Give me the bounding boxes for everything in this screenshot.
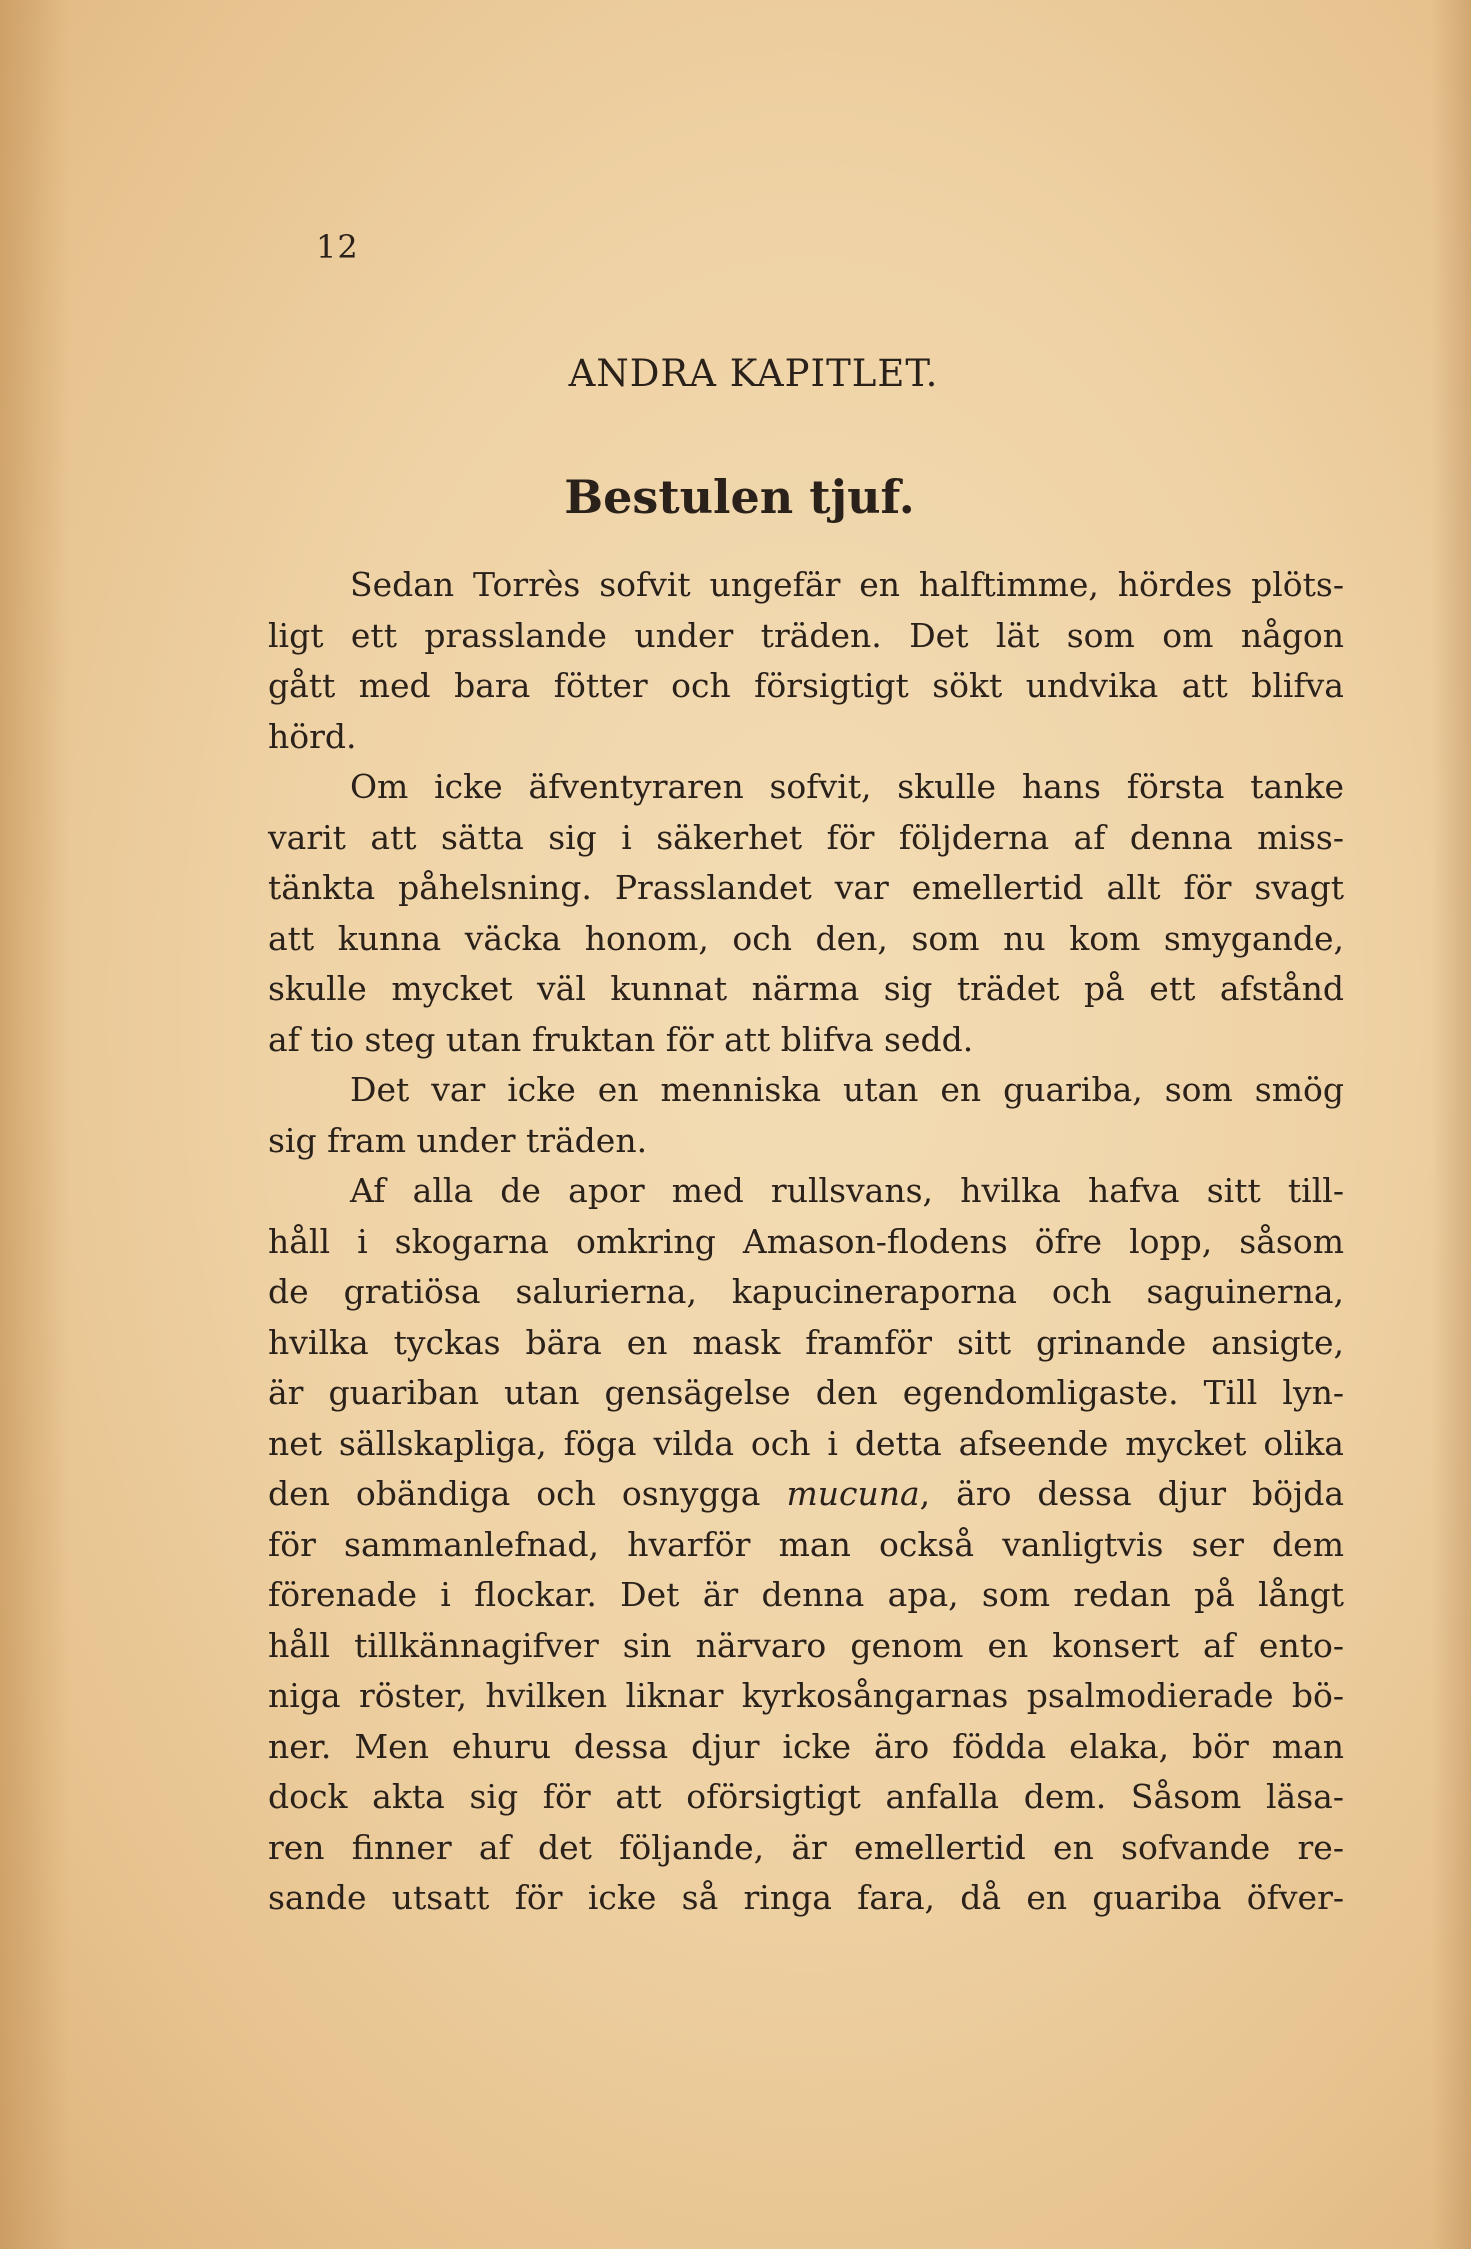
text-line: tänkta påhelsning. Prasslandet var emellertid allt för svagt — [268, 868, 1344, 907]
text-line: skulle mycket väl kunnat närma sig trädet på ett afstånd — [268, 969, 1344, 1008]
italic-word: mucuna — [786, 1474, 920, 1513]
text-line: Af alla de apor med rullsvans, hvilka hafva sitt till- — [350, 1171, 1344, 1210]
text-line: sig fram under träden. — [268, 1120, 648, 1160]
text-line: de gratiösa salurierna, kapucineraporna och saguinerna, — [268, 1272, 1344, 1311]
text-line: är guariban utan gensägelse den egendomligaste. Till lyn- — [268, 1373, 1344, 1412]
text-line: af tio steg utan fruktan för att blifva sedd. — [268, 1019, 974, 1059]
text-line: ner. Men ehuru dessa djur icke äro födda elaka, bör man — [268, 1726, 1344, 1766]
page-number: 12 — [316, 228, 359, 266]
text-line: förenade i flockar. Det är denna apa, som redan på långt — [268, 1575, 1344, 1614]
text-line: hörd. — [268, 716, 357, 756]
chapter-title: Bestulen tjuf. — [564, 470, 915, 524]
text-line: Om icke äfventyraren sofvit, skulle hans första tanke — [350, 767, 1344, 806]
text-line: sande utsatt för icke så ringa fara, då en guariba öfver- — [268, 1878, 1344, 1917]
text-line: varit att sätta sig i säkerhet för följderna af denna miss- — [268, 817, 1344, 857]
text-line: net sällskapliga, föga vilda och i detta afseende mycket olika — [268, 1423, 1344, 1463]
text-line: Det var icke en menniska utan en guariba, som smög — [350, 1070, 1344, 1109]
text-line: dock akta sig för att oförsigtigt anfalla dem. Såsom läsa- — [268, 1777, 1344, 1816]
body-text — [268, 560, 1344, 1924]
text-line: håll tillkännagifver sin närvaro genom en konsert af ento- — [268, 1625, 1344, 1665]
text-line: ligt ett prasslande under träden. Det lät som om någon — [268, 615, 1344, 655]
text-line: håll i skogarna omkring Amason-flodens öfre lopp, såsom — [268, 1221, 1344, 1261]
text-line: för sammanlefnad, hvarför man också vanligtvis ser dem — [268, 1524, 1344, 1564]
text-line: Sedan Torrès sofvit ungefär en halftimme, hördes plöts- — [350, 565, 1344, 604]
text-line: den obändiga och osnygga mucuna, äro dessa djur böjda — [268, 1474, 1344, 1513]
text-line: att kunna väcka honom, och den, som nu kom smygande, — [268, 918, 1344, 958]
text-line: niga röster, hvilken liknar kyrkosångarnas psalmodierade bö- — [268, 1676, 1344, 1715]
text-line: gått med bara fötter och försigtigt sökt undvika att blifva — [268, 666, 1344, 705]
text-line: hvilka tyckas bära en mask framför sitt grinande ansigte, — [268, 1322, 1344, 1362]
text-line: ren finner af det följande, är emellertid en sofvande re- — [268, 1827, 1344, 1867]
chapter-heading: ANDRA KAPITLET. — [568, 352, 939, 395]
